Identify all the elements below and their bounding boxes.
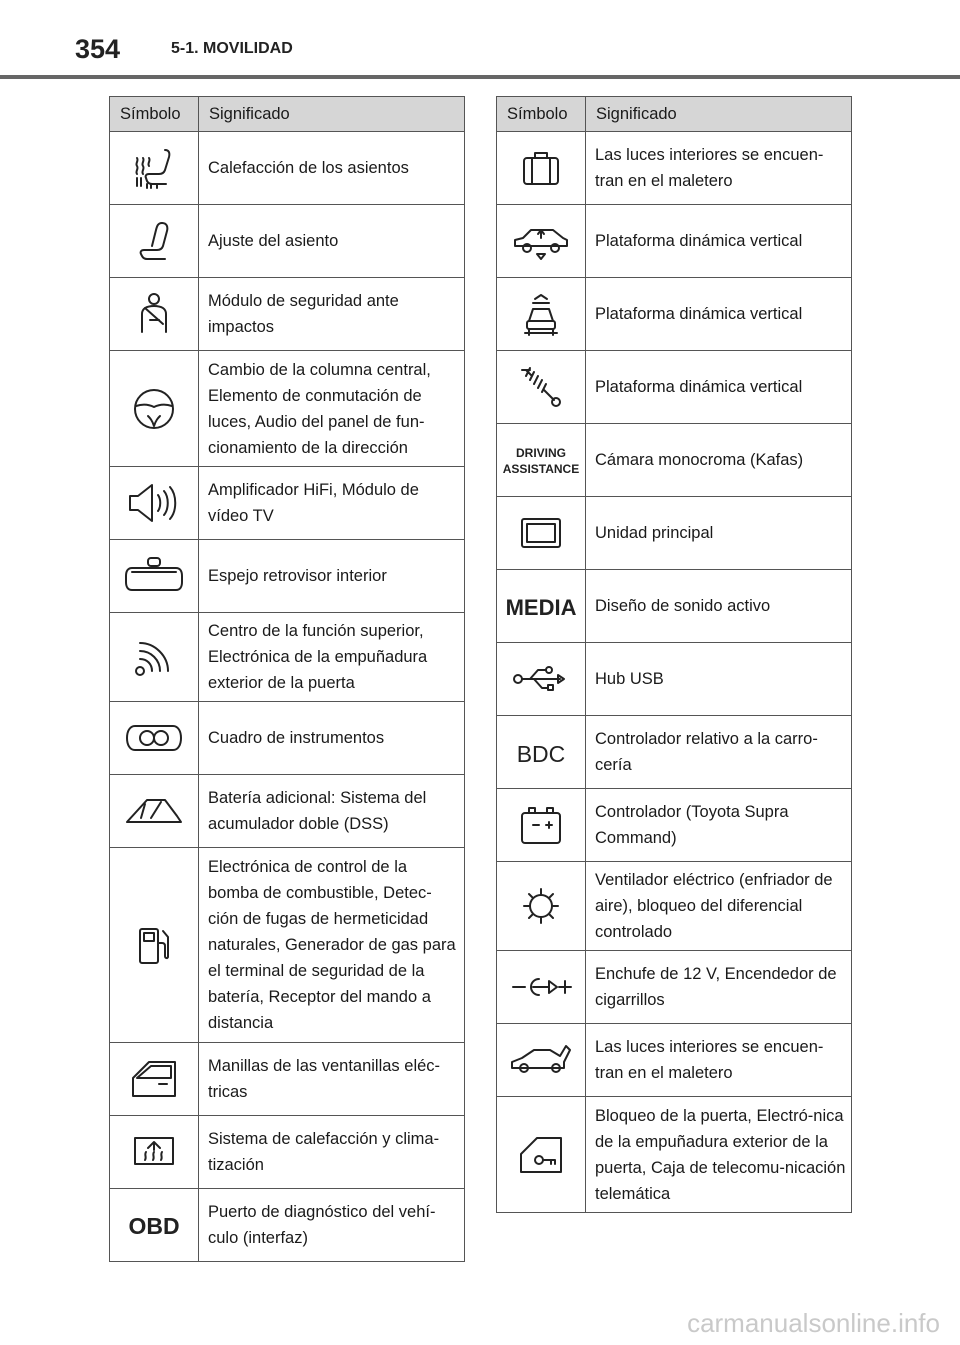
table-row: [497, 1097, 852, 1213]
climate-defrost-icon: [131, 1134, 177, 1170]
table-row: [497, 205, 852, 278]
table-row: [110, 278, 465, 351]
car-up-down-icon: [511, 220, 571, 262]
car-front-lift-icon: [521, 291, 561, 337]
symbol-meaning: Cuadro de instrumentos: [199, 702, 465, 775]
obd-icon: [128, 1210, 180, 1240]
instrument-cluster-icon: [125, 722, 183, 754]
bdc-icon-label: BDC: [516, 741, 566, 767]
symbol-meaning: Cámara monocroma (Kafas): [586, 424, 852, 497]
symbol-meaning: Sistema de calefacción y clima-tización: [199, 1116, 465, 1189]
symbol-meaning: Puerto de diagnóstico del vehí-culo (interfaz): [199, 1189, 465, 1262]
symbol-meaning: Las luces interiores se encuen-tran en el maletero: [586, 1024, 852, 1097]
symbol-meaning: Ventilador eléctrico (enfriador de aire), bloqueo del diferencial controlado: [586, 862, 852, 951]
table-row: [497, 570, 852, 643]
bdc-icon: [515, 737, 567, 767]
symbol-meaning: Cambio de la columna central, Elemento de conmutación de luces, Audio del panel de fun-cionamiento de la dirección: [199, 351, 465, 467]
assistance-label: ASSISTANCE: [502, 462, 580, 476]
wireless-signal-icon: [132, 635, 176, 679]
symbol-meaning: Plataforma dinámica vertical: [586, 205, 852, 278]
symbol-meaning: Calefacción de los asientos: [199, 132, 465, 205]
watermark: carmanualsonline.info: [687, 1308, 940, 1338]
power-plug-icon: [509, 973, 573, 1001]
table-row: [497, 424, 852, 497]
table-row: [497, 132, 852, 205]
symbol-table-right: [496, 96, 852, 1213]
car-roof-icon: [125, 796, 183, 826]
fuel-pump-icon: [137, 925, 171, 965]
shock-absorber-icon: [518, 364, 564, 410]
page-number: 354: [75, 34, 121, 64]
symbol-column-header: Símbolo: [497, 97, 586, 132]
symbol-meaning: Bloqueo de la puerta, Electró-nica de la empuñadura exterior de la puerta, Caja de telecomu-nicación telemática: [586, 1097, 852, 1213]
symbol-meaning: Centro de la función superior, Electrónica de la empuñadura exterior de la puerta: [199, 613, 465, 702]
symbol-meaning: Amplificador HiFi, Módulo de vídeo TV: [199, 467, 465, 540]
symbol-table-left: [109, 96, 465, 1262]
symbol-column-header: Símbolo: [110, 97, 199, 132]
door-window-icon: [129, 1058, 179, 1100]
symbol-meaning: Manillas de las ventanillas eléc-tricas: [199, 1043, 465, 1116]
meaning-column-header: Significado: [199, 97, 465, 132]
table-row: [497, 643, 852, 716]
car-trunk-icon: [509, 1042, 573, 1078]
rearview-mirror-icon: [124, 556, 184, 596]
meaning-column-header: Significado: [586, 97, 852, 132]
table-row: [497, 497, 852, 570]
table-row: [497, 278, 852, 351]
display-unit-icon: [520, 517, 562, 549]
table-row: [110, 775, 465, 848]
table-row: [497, 716, 852, 789]
table-row: [497, 789, 852, 862]
symbol-meaning: Plataforma dinámica vertical: [586, 278, 852, 351]
steering-wheel-icon: [131, 386, 177, 432]
symbol-meaning: Enchufe de 12 V, Encendedor de cigarrillos: [586, 951, 852, 1024]
table-row: [110, 205, 465, 278]
usb-icon: [512, 664, 570, 694]
table-row: [110, 1043, 465, 1116]
battery-icon: [519, 805, 563, 845]
symbol-meaning: Las luces interiores se encuen-tran en el maletero: [586, 132, 852, 205]
table-row: [110, 1116, 465, 1189]
media-icon-label: MEDIA: [506, 595, 576, 620]
table-row: [110, 848, 465, 1043]
symbol-meaning: Espejo retrovisor interior: [199, 540, 465, 613]
speaker-icon: [126, 481, 182, 525]
table-row: [110, 351, 465, 467]
header-rule: [0, 75, 960, 79]
symbol-meaning: Electrónica de control de la bomba de combustible, Detec-ción de fugas de hermeticidad naturales, Generador de gas para el terminal de seguridad de la batería, Receptor del mando a distancia: [199, 848, 465, 1043]
symbol-meaning: Plataforma dinámica vertical: [586, 351, 852, 424]
table-row: [110, 132, 465, 205]
table-row: [110, 540, 465, 613]
table-row: [110, 467, 465, 540]
symbol-meaning: Hub USB: [586, 643, 852, 716]
symbol-meaning: Batería adicional: Sistema del acumulador doble (DSS): [199, 775, 465, 848]
driving-assistance-icon: [502, 443, 580, 477]
table-row: [110, 702, 465, 775]
table-row: [497, 862, 852, 951]
seat-adjust-icon: [132, 219, 176, 263]
table-row: [497, 1024, 852, 1097]
symbol-meaning: Unidad principal: [586, 497, 852, 570]
table-row: [497, 951, 852, 1024]
fan-gear-icon: [520, 885, 562, 927]
seat-heating-icon: [131, 146, 177, 190]
table-row: [110, 613, 465, 702]
symbol-meaning: Módulo de seguridad ante impactos: [199, 278, 465, 351]
media-icon: [506, 591, 576, 621]
driving-label: DRIVING: [515, 446, 567, 460]
table-row: [497, 351, 852, 424]
symbol-meaning: Ajuste del asiento: [199, 205, 465, 278]
door-key-icon: [517, 1134, 565, 1176]
symbol-meaning: Controlador relativo a la carro-cería: [586, 716, 852, 789]
table-row: [110, 1189, 465, 1262]
symbol-meaning: Diseño de sonido activo: [586, 570, 852, 643]
suitcase-icon: [521, 150, 561, 186]
section-title: 5-1. MOVILIDAD: [171, 40, 293, 57]
symbol-meaning: Controlador (Toyota Supra Command): [586, 789, 852, 862]
obd-icon-label: OBD: [128, 1213, 180, 1239]
seatbelt-person-icon: [137, 292, 171, 336]
